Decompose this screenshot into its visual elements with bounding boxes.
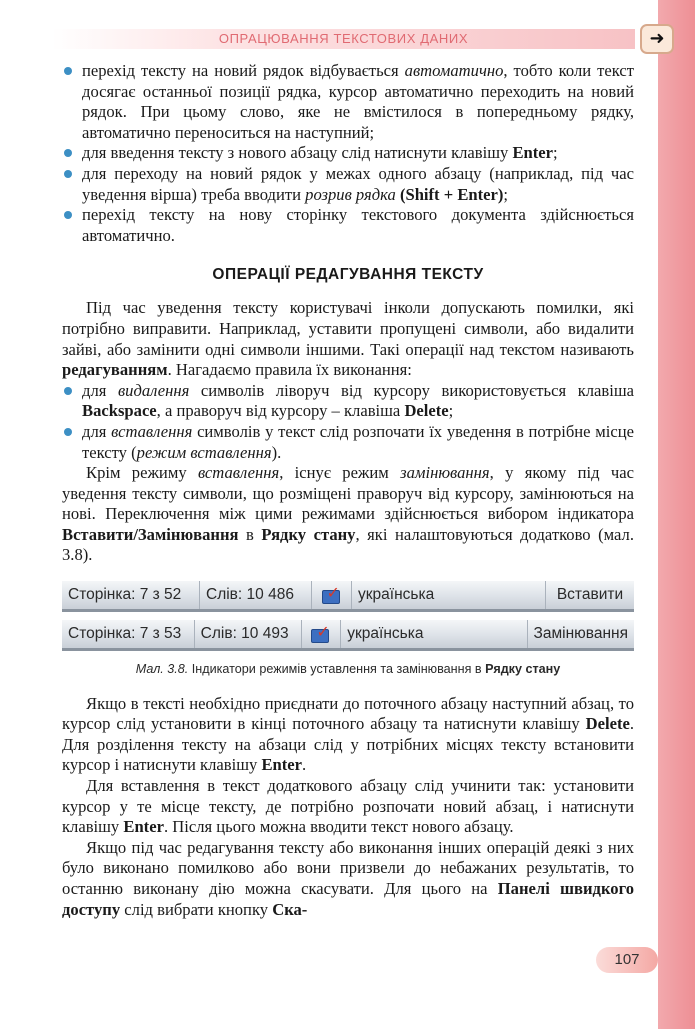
insert-mode-indicator[interactable]: Вставити <box>556 585 624 603</box>
list-item: для видалення символів ліворуч від курсору використовується клавіша Backspace, а праворуч від курсору – клавіша Delete; <box>62 381 634 422</box>
figure-caption: Мал. 3.8. Індикатори режимів уставлення та замінювання в Рядку стану <box>135 662 561 677</box>
paragraph: Якщо під час редагування тексту або виконання інших операцій деякі з них було виконано помилково або вони призвели до небажаних результатів, то останню виконану дію можна скасувати. Для цього на Панелі швидкого доступу слід вибрати кнопку Ска- <box>62 837 635 919</box>
page-indicator[interactable]: Сторінка: 7 з 52 <box>62 581 200 609</box>
list-item: для вставлення символів у текст слід розпочати їх уведення в потрібне місце тексту (режим вставлення). <box>62 422 634 463</box>
bullet-icon <box>64 428 72 436</box>
bullet-icon <box>64 67 72 75</box>
paragraph: Під час уведення тексту користувачі інколи допускають помилки, які потрібно виправити. Наприклад, уставити пропущені символи, або видалити зайві, або замінити одні символи іншими. Такі операції над текстом називають редагуванням. Нагадаємо правила їх виконання: <box>62 298 634 380</box>
chapter-title: ОПРАЦЮВАННЯ ТЕКСТОВИХ ДАНИХ <box>218 31 469 46</box>
list-item: перехід тексту на новий рядок відбувається автоматично, тобто коли текст досягає останньої позиції рядка, курсор автоматично переходить на новий рядок. При цьому слово, яке не вмістилося в попередньому рядку, автоматично переноситься на наступний; <box>62 61 634 143</box>
section-heading: ОПЕРАЦІЇ РЕДАГУВАННЯ ТЕКСТУ <box>212 266 484 284</box>
bullet-icon <box>64 211 72 219</box>
word-count[interactable]: Слів: 10 486 <box>200 581 312 609</box>
list-item: для переходу на новий рядок у межах одного абзацу (наприклад, під час уведення вірша) треба вводити розрив рядка (Shift + Enter); <box>62 164 634 205</box>
bullet-icon <box>64 170 72 178</box>
paragraph: Для вставлення в текст додаткового абзацу слід учинити так: установити курсор у те місце тексту, де потрібно розпочати новий абзац, і натиснути клавішу Enter. Після цього можна вводити текст нового абзацу. <box>62 776 634 837</box>
status-bar-figure <box>62 581 634 651</box>
word-count[interactable]: Слів: 10 493 <box>195 620 303 648</box>
status-bar-insert <box>62 581 634 612</box>
bullet-list-top <box>62 61 634 246</box>
language-indicator[interactable]: українська <box>341 620 527 648</box>
page-indicator[interactable]: Сторінка: 7 з 53 <box>62 620 195 648</box>
language-indicator[interactable]: українська <box>352 581 546 609</box>
list-item: перехід тексту на нову сторінку текстового документа здійснюється автоматично. <box>62 205 634 246</box>
spellcheck-icon[interactable]: ✓ <box>302 620 341 648</box>
bullet-icon <box>64 149 72 157</box>
side-decoration-band <box>658 0 695 1029</box>
spellcheck-icon[interactable]: ✓ <box>312 581 352 609</box>
list-item: для введення тексту з нового абзацу слід натиснути клавішу Enter; <box>62 143 634 164</box>
overwrite-mode-indicator[interactable]: Замінювання <box>533 624 628 642</box>
page-content <box>62 61 634 920</box>
status-bar-overwrite <box>62 620 634 651</box>
page-number: 107 <box>596 947 658 973</box>
bullet-list-edit <box>62 381 634 463</box>
arrow-right-icon[interactable]: ➜ <box>640 24 674 54</box>
paragraph: Якщо в тексті необхідно приєднати до поточного абзацу наступний абзац, то курсор слід установити в кінці поточного абзацу та натиснути клавішу Delete. Для розділення тексту на абзаци слід у потрібних місцях тексту встановити курсор і натиснути клавішу Enter. <box>62 693 634 775</box>
bullet-icon <box>64 387 72 395</box>
paragraph: Крім режиму вставлення, існує режим замінювання, у якому під час уведення тексту символи, що розміщені праворуч від курсору, замінюються на нові. Переключення між цими режимами здійснюється вибором індикатора Вставити/Замінювання в Рядку стану, які налаштовуються додатково (мал. 3.8). <box>62 463 635 565</box>
